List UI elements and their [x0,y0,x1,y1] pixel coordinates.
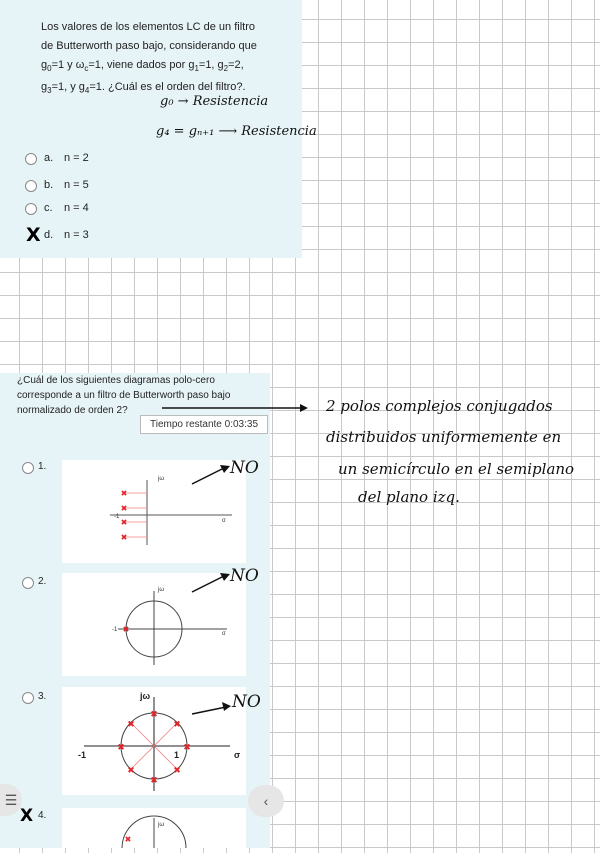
option-c-radio[interactable] [25,203,37,215]
list-icon: ☰ [4,791,18,808]
q2-option-3-label: 3. [38,691,47,702]
axis-sigma-label: σ [234,750,241,760]
svg-text:✖: ✖ [150,775,158,785]
tick-neg1: -1 [112,627,118,633]
q2-option-1-radio[interactable] [22,462,34,474]
no-arrow-3 [190,698,232,718]
chevron-left-icon: ‹ [263,793,269,809]
axis-jw-label: jω [158,476,165,482]
tick-pos1: 1 [174,750,180,760]
q2-option-3-radio[interactable] [22,692,34,704]
svg-text:✖: ✖ [150,709,158,719]
no-label-2: NO [230,566,259,586]
svg-text:✖: ✖ [120,489,128,498]
q2-option-2-label: 2. [38,576,47,587]
option-c-value[interactable]: n = 4 [64,202,89,214]
tick-neg1: -1 [114,514,120,520]
option-b-radio[interactable] [25,180,37,192]
collapse-button[interactable] [248,785,284,817]
svg-text:✖: ✖ [120,533,128,542]
svg-text:✖: ✖ [120,504,128,513]
axis-sigma-label: σ [222,631,226,637]
question-1-text: Los valores de los elementos LC de un filtro de Butterworth paso bajo, considerando que $g_0=1$ y $\omega_c=1$, viene dados por $g_1=1$, $g_2=2$, $g_3=1$, y $g_4=1$. ¿Cuál es el orden del filtro?. [41,21,257,96]
svg-text:✖: ✖ [122,625,130,634]
svg-text:✖: ✖ [127,719,135,729]
note-g0-resistencia: g₀ → Resistencia [160,94,269,109]
question-2-text: ¿Cuál de los siguientes diagramas polo-cero corresponde a un filtro de Butterworth paso bajo normalizado de orden 2? [17,375,231,416]
q2-option-1-label: 1. [38,461,47,472]
diagram-4[interactable] [62,808,246,848]
svg-text:✖: ✖ [173,719,181,729]
svg-text:✖: ✖ [120,518,128,527]
note-explanation-line1: 2 polos complejos conjugados [326,397,553,415]
option-a-value[interactable]: n = 2 [64,152,89,164]
timer: Tiempo restante 0:03:35 [140,415,268,434]
option-a-letter: a. [44,152,54,164]
axis-jw-label: jω [140,691,151,701]
q2-option-4-label: 4. [38,810,47,821]
selected-x-mark-q2: X [20,806,34,826]
arrow-to-note [160,400,310,416]
svg-text:✖: ✖ [124,835,132,844]
note-explanation-line2: distribuidos uniformemente en [326,428,562,446]
option-c-letter: c. [44,202,53,214]
option-d-letter: d. [44,229,54,241]
option-a-radio[interactable] [25,153,37,165]
note-explanation-line3: un semicírculo en el semiplano [338,460,575,478]
selected-x-mark: X [26,224,41,246]
svg-text:✖: ✖ [117,742,125,752]
no-label-1: NO [230,458,259,478]
axis-jw-label: jω [158,822,165,828]
no-arrow-1 [190,462,232,486]
note-g4-resistencia: g₄ = gₙ₊₁ ⟶ Resistencia [156,124,317,139]
svg-text:✖: ✖ [127,765,135,775]
option-b-value[interactable]: n = 5 [64,179,89,191]
option-b-letter: b. [44,179,54,191]
q2-option-2-radio[interactable] [22,577,34,589]
svg-text:✖: ✖ [183,742,191,752]
note-explanation-line4: del plano izq. [358,488,460,506]
axis-jw-label: jω [158,587,165,593]
option-d-value[interactable]: n = 3 [64,229,89,241]
no-arrow-2 [190,570,232,594]
tick-neg1: -1 [78,750,87,760]
svg-text:✖: ✖ [173,765,181,775]
axis-sigma-label: σ [222,518,226,524]
no-label-3: NO [232,692,261,712]
